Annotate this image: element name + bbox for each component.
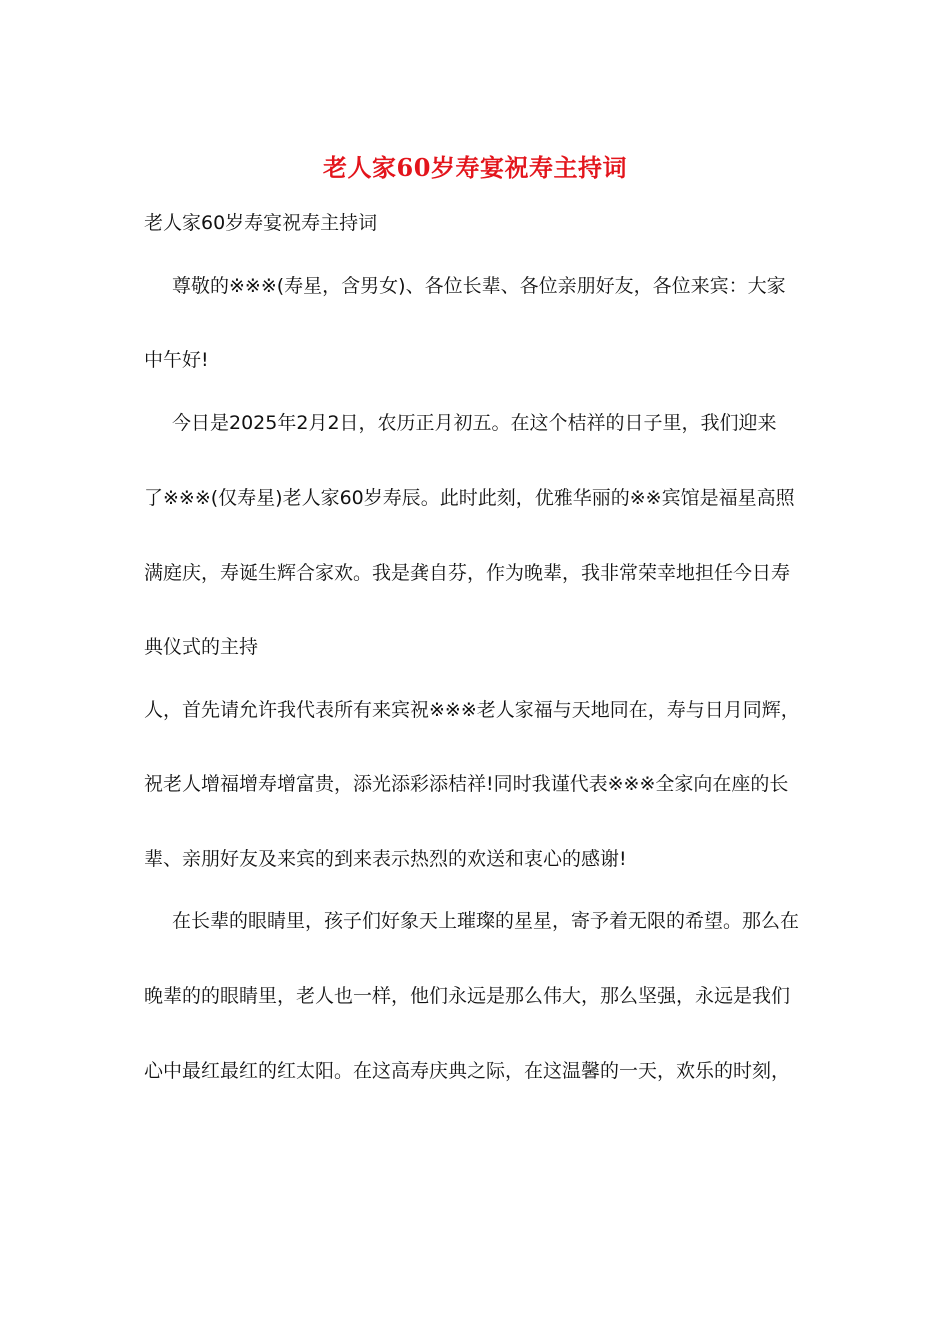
text-line: 祝老人增福增寿增富贵，添光添彩添桔祥!同时我谨代表※※※全家向在座的长 bbox=[144, 773, 789, 795]
text-line: 辈、亲朋好友及来宾的到来表示热烈的欢送和衷心的感谢! bbox=[144, 848, 627, 870]
document-title: 老人家60岁寿宴祝寿主持词 bbox=[323, 153, 627, 182]
text-line: 人，首先请允许我代表所有来宾祝※※※老人家福与天地同在，寿与日月同辉， bbox=[144, 699, 800, 721]
text-line: 今日是2025年2月2日，农历正月初五。在这个桔祥的日子里，我们迎来 bbox=[172, 412, 777, 434]
text-line: 心中最红最红的红太阳。在这高寿庆典之际，在这温馨的一天，欢乐的时刻， bbox=[144, 1060, 791, 1082]
text-line: 满庭庆，寿诞生辉合家欢。我是龚自芬，作为晚辈，我非常荣幸地担任今日寿 bbox=[144, 562, 791, 584]
text-line: 典仪式的主持 bbox=[144, 636, 259, 658]
text-line: 尊敬的※※※(寿星，含男女)、各位长辈、各位亲朋好友，各位来宾：大家 bbox=[172, 275, 786, 297]
subtitle-line: 老人家60岁寿宴祝寿主持词 bbox=[144, 212, 378, 234]
text-line: 中午好! bbox=[144, 349, 209, 371]
text-line: 了※※※(仅寿星)老人家60岁寿辰。此时此刻，优雅华丽的※※宾馆是福星高照 bbox=[144, 487, 795, 509]
text-line: 在长辈的眼睛里，孩子们好象天上璀璨的星星，寄予着无限的希望。那么在 bbox=[172, 910, 800, 932]
text-line: 晚辈的的眼睛里，老人也一样，他们永远是那么伟大，那么坚强，永远是我们 bbox=[144, 985, 791, 1007]
